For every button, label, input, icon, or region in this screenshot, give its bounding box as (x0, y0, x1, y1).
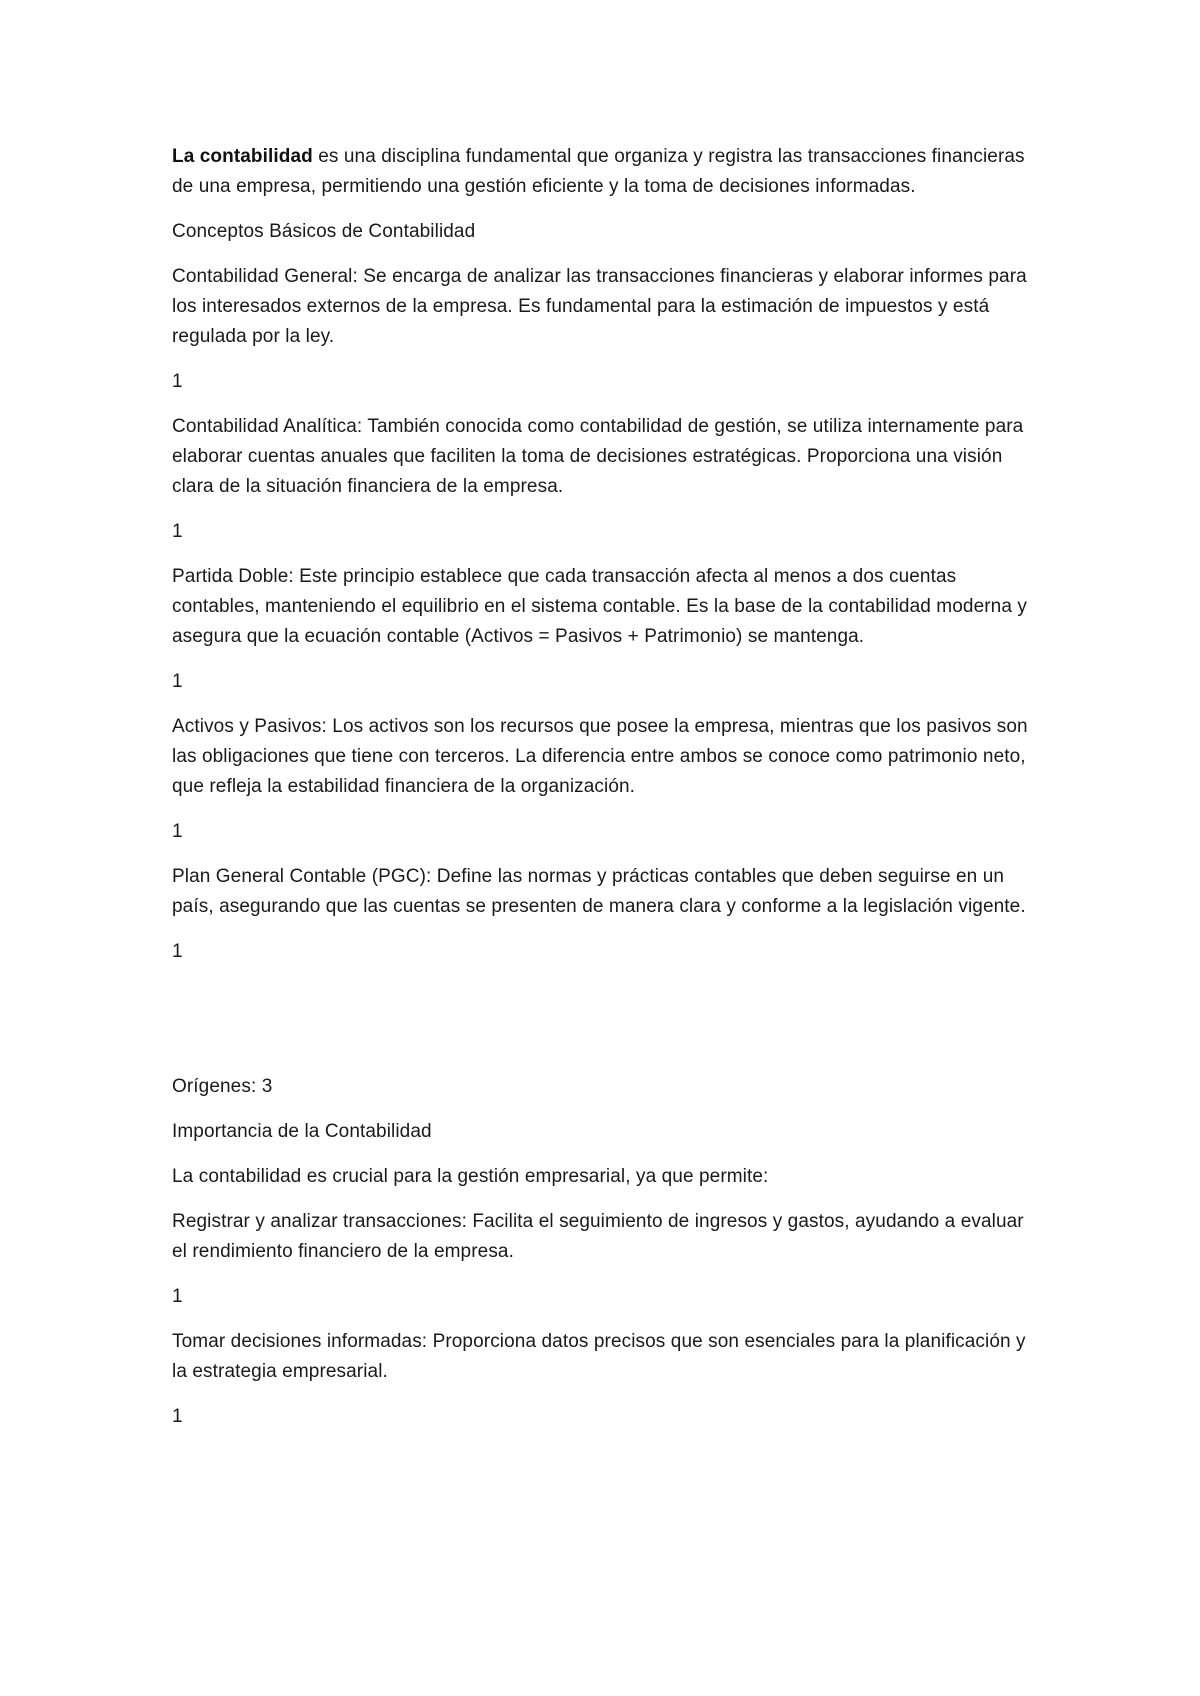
concept-activos-pasivos: Activos y Pasivos: Los activos son los recursos que posee la empresa, mientras que los pasivos son las obligaciones que tiene con terceros. La diferencia entre ambos se conoce como patrimonio neto, que refleja la estabilidad financiera de la organización. (172, 716, 1028, 797)
reference-number: 1 (172, 941, 183, 962)
section-heading-importancia: Importancia de la Contabilidad (172, 1121, 432, 1142)
intro-text: es una disciplina fundamental que organiza y registra las transacciones financieras de una empresa, permitiendo una gestión eficiente y la toma de decisiones informadas. (172, 146, 1025, 197)
spacer (172, 982, 1032, 1072)
intro-paragraph (172, 142, 1032, 202)
concept-partida-doble: Partida Doble: Este principio establece que cada transacción afecta al menos a dos cuentas contables, manteniendo el equilibrio en el sistema contable. Es la base de la contabilidad moderna y asegura que la ecuación contable (Activos = Pasivos + Patrimonio) se mantenga. (172, 566, 1027, 647)
importance-registrar: Registrar y analizar transacciones: Facilita el seguimiento de ingresos y gastos, ayudando a evaluar el rendimiento financiero de la empresa. (172, 1211, 1024, 1262)
section-heading-conceptos: Conceptos Básicos de Contabilidad (172, 221, 476, 242)
reference-number: 1 (172, 671, 183, 692)
importance-intro: La contabilidad es crucial para la gestión empresarial, ya que permite: (172, 1166, 769, 1187)
importance-tomar-decisiones: Tomar decisiones informadas: Proporciona datos precisos que son esenciales para la planificación y la estrategia empresarial. (172, 1331, 1026, 1382)
reference-number: 1 (172, 821, 183, 842)
reference-number: 1 (172, 521, 183, 542)
concept-contabilidad-analitica: Contabilidad Analítica: También conocida como contabilidad de gestión, se utiliza internamente para elaborar cuentas anuales que faciliten la toma de decisiones estratégicas. Proporciona una visión clara de la situación financiera de la empresa. (172, 416, 1024, 497)
origins-line: Orígenes: 3 (172, 1076, 273, 1097)
reference-number: 1 (172, 1286, 183, 1307)
intro-bold-term: La contabilidad (172, 146, 313, 167)
reference-number: 1 (172, 1406, 183, 1427)
concept-plan-general-contable: Plan General Contable (PGC): Define las normas y prácticas contables que deben seguirse en un país, asegurando que las cuentas se presenten de manera clara y conforme a la legislación vigente. (172, 866, 1026, 917)
reference-number: 1 (172, 371, 183, 392)
document-body (172, 142, 1032, 1447)
concept-contabilidad-general: Contabilidad General: Se encarga de analizar las transacciones financieras y elaborar informes para los interesados externos de la empresa. Es fundamental para la estimación de impuestos y está regulada por la ley. (172, 266, 1027, 347)
